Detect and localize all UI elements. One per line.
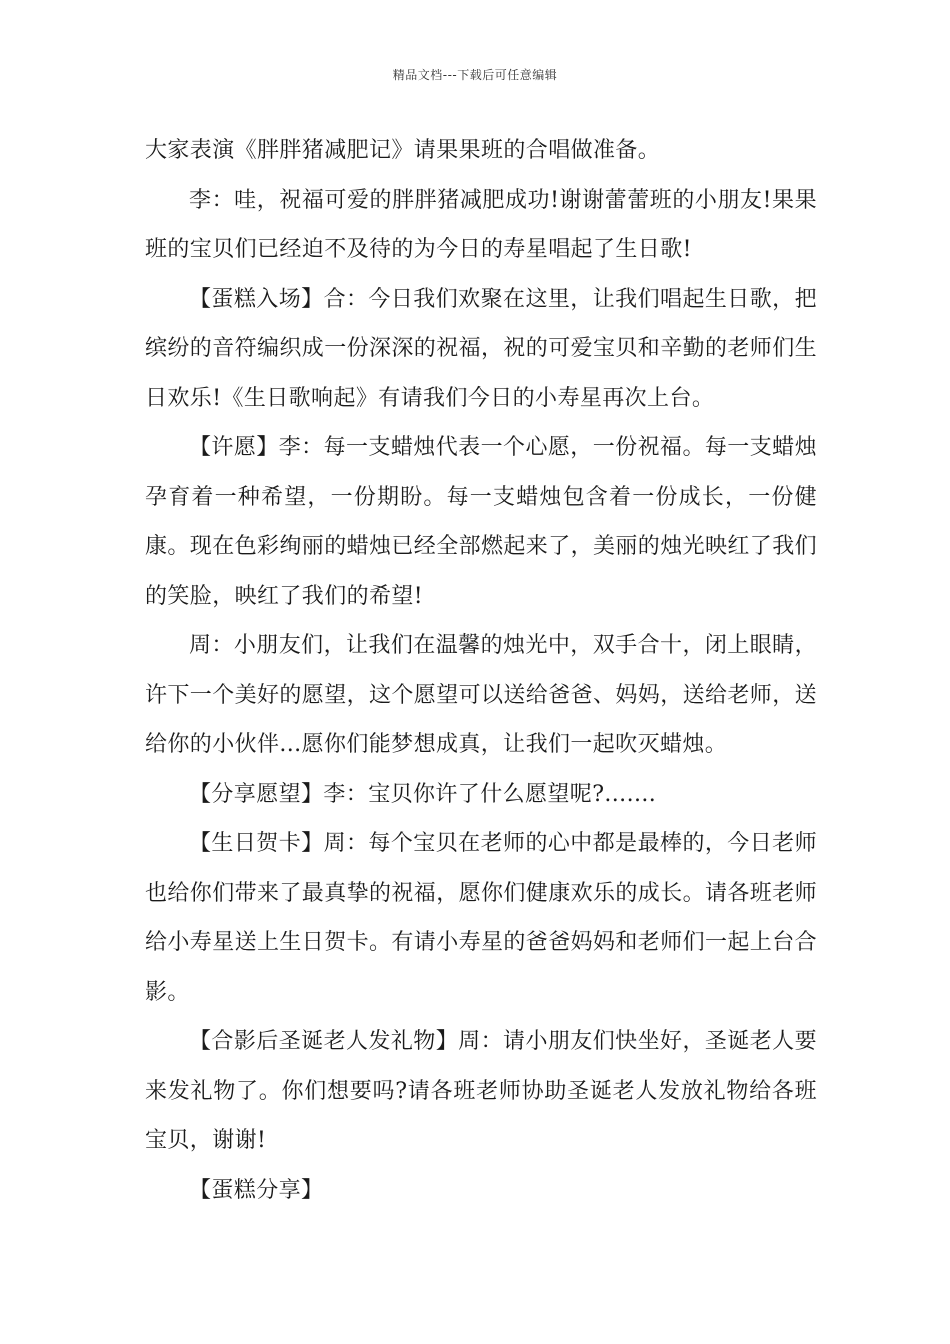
page-header: 精品文档---下载后可任意编辑 — [392, 68, 558, 82]
document-body — [145, 126, 817, 1215]
paragraph-6: 【分享愿望】李：宝贝你许了什么愿望呢?....... — [189, 781, 657, 807]
paragraph-3: 【蛋糕入场】合：今日我们欢聚在这里，让我们唱起生日歌，把缤纷的音符编织成一份深深的祝福，祝的可爱宝贝和辛勤的老师们生日欢乐!《生日歌响起》有请我们今日的小寿星再次上台。 — [145, 286, 818, 411]
paragraph-2: 李：哇，祝福可爱的胖胖猪减肥成功!谢谢蕾蕾班的小朋友!果果班的宝贝们已经迫不及待的为今日的寿星唱起了生日歌! — [145, 187, 817, 262]
paragraph-5: 周：小朋友们，让我们在温馨的烛光中，双手合十，闭上眼睛，许下一个美好的愿望，这个愿望可以送给爸爸、妈妈，送给老师，送给你的小伙伴...愿你们能梦想成真，让我们一起吹灭蜡烛。 — [145, 633, 818, 757]
paragraph-1: 大家表演《胖胖猪减肥记》请果果班的合唱做准备。 — [145, 138, 661, 163]
paragraph-9: 【蛋糕分享】 — [189, 1177, 324, 1203]
paragraph-8: 【合影后圣诞老人发礼物】周：请小朋友们快坐好，圣诞老人要来发礼物了。你们想要吗?请各班老师协助圣诞老人发放礼物给各班宝贝，谢谢! — [145, 1029, 817, 1153]
paragraph-4: 【许愿】李：每一支蜡烛代表一个心愿，一份祝福。每一支蜡烛孕育着一种希望，一份期盼。每一支蜡烛包含着一份成长，一份健康。现在色彩绚丽的蜡烛已经全部燃起来了，美丽的烛光映红了我们的笑脸，映红了我们的希望! — [145, 435, 818, 609]
paragraph-7: 【生日贺卡】周：每个宝贝在老师的心中都是最棒的，今日老师也给你们带来了最真挚的祝福，愿你们健康欢乐的成长。请各班老师给小寿星送上生日贺卡。有请小寿星的爸爸妈妈和老师们一起上台合影。 — [145, 831, 818, 1005]
